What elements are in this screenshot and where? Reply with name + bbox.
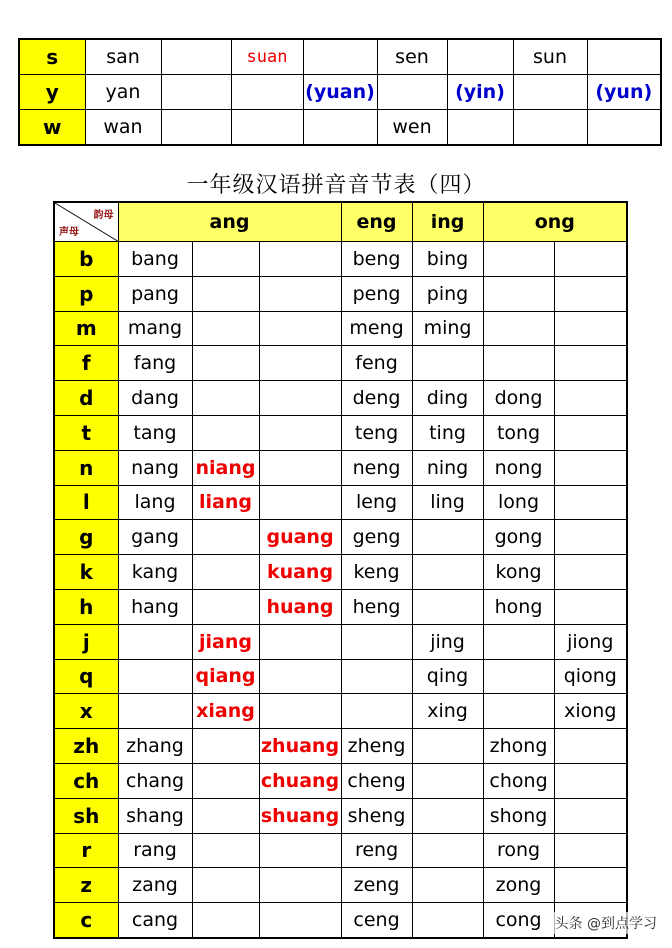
syllable-cell: cheng bbox=[341, 763, 412, 798]
table-row bbox=[54, 589, 627, 624]
initial-cell: r bbox=[54, 833, 118, 868]
table-row bbox=[54, 242, 627, 277]
syllable-cell: kong bbox=[483, 555, 554, 590]
syllable-cell: rang bbox=[118, 833, 192, 868]
syllable-cell: zeng bbox=[341, 868, 412, 903]
syllable-cell: ping bbox=[412, 276, 483, 311]
initial-cell: w bbox=[19, 110, 85, 146]
syllable-cell: guang bbox=[259, 520, 341, 555]
syllable-cell: shuang bbox=[259, 798, 341, 833]
syllable-cell bbox=[192, 311, 259, 346]
syllable-cell bbox=[259, 485, 341, 520]
syllable-cell bbox=[192, 729, 259, 764]
syllable-cell bbox=[483, 694, 554, 729]
syllable-cell bbox=[259, 903, 341, 938]
syllable-cell: leng bbox=[341, 485, 412, 520]
syllable-cell: san bbox=[85, 39, 161, 75]
syllable-cell: tang bbox=[118, 415, 192, 450]
syllable-cell bbox=[118, 694, 192, 729]
syllable-cell: bang bbox=[118, 242, 192, 277]
syllable-cell bbox=[412, 346, 483, 381]
table-row bbox=[54, 868, 627, 903]
syllable-cell bbox=[259, 381, 341, 416]
syllable-cell: pang bbox=[118, 276, 192, 311]
syllable-cell: fang bbox=[118, 346, 192, 381]
initial-cell: t bbox=[54, 415, 118, 450]
syllable-cell bbox=[483, 659, 554, 694]
syllable-cell: qing bbox=[412, 659, 483, 694]
syllable-cell: dang bbox=[118, 381, 192, 416]
syllable-cell: zhang bbox=[118, 729, 192, 764]
syllable-cell: qiang bbox=[192, 659, 259, 694]
syllable-cell: keng bbox=[341, 555, 412, 590]
initial-cell: n bbox=[54, 450, 118, 485]
syllable-cell bbox=[259, 659, 341, 694]
syllable-cell bbox=[161, 110, 231, 146]
syllable-cell bbox=[192, 763, 259, 798]
syllable-cell bbox=[259, 868, 341, 903]
syllable-cell: kuang bbox=[259, 555, 341, 590]
syllable-cell bbox=[259, 833, 341, 868]
syllable-cell bbox=[161, 75, 231, 110]
syllable-cell: sheng bbox=[341, 798, 412, 833]
syllable-cell bbox=[483, 311, 554, 346]
table-row bbox=[19, 39, 661, 75]
syllable-cell bbox=[192, 833, 259, 868]
syllable-cell: jiang bbox=[192, 624, 259, 659]
syllable-cell bbox=[483, 624, 554, 659]
initial-cell: y bbox=[19, 75, 85, 110]
syllable-cell: ming bbox=[412, 311, 483, 346]
syllable-cell bbox=[554, 276, 627, 311]
syllable-cell bbox=[483, 276, 554, 311]
syllable-cell: lang bbox=[118, 485, 192, 520]
syllable-cell bbox=[412, 555, 483, 590]
syllable-cell bbox=[118, 624, 192, 659]
syllable-cell bbox=[192, 798, 259, 833]
syllable-cell bbox=[259, 242, 341, 277]
syllable-cell: gang bbox=[118, 520, 192, 555]
syllable-cell: cang bbox=[118, 903, 192, 938]
syllable-cell: (yuan) bbox=[303, 75, 377, 110]
syllable-cell: meng bbox=[341, 311, 412, 346]
syllable-cell: heng bbox=[341, 589, 412, 624]
syllable-cell: zhong bbox=[483, 729, 554, 764]
syllable-cell bbox=[192, 415, 259, 450]
syllable-cell bbox=[192, 381, 259, 416]
syllable-cell: peng bbox=[341, 276, 412, 311]
header-eng: eng bbox=[341, 202, 412, 242]
syllable-cell bbox=[513, 110, 587, 146]
initial-cell: ch bbox=[54, 763, 118, 798]
header-row bbox=[54, 202, 627, 242]
top-syllable-table bbox=[18, 38, 662, 146]
syllable-cell bbox=[587, 39, 661, 75]
syllable-cell: teng bbox=[341, 415, 412, 450]
syllable-cell bbox=[412, 833, 483, 868]
initials-label: 声母 bbox=[59, 227, 79, 238]
syllable-cell: jiong bbox=[554, 624, 627, 659]
syllable-cell bbox=[554, 311, 627, 346]
syllable-table bbox=[53, 201, 628, 939]
syllable-cell bbox=[483, 242, 554, 277]
table-row bbox=[54, 415, 627, 450]
syllable-cell: xing bbox=[412, 694, 483, 729]
syllable-cell: zheng bbox=[341, 729, 412, 764]
syllable-cell bbox=[554, 242, 627, 277]
syllable-cell bbox=[192, 589, 259, 624]
syllable-cell: zong bbox=[483, 868, 554, 903]
initial-cell: g bbox=[54, 520, 118, 555]
syllable-cell: ceng bbox=[341, 903, 412, 938]
syllable-cell bbox=[192, 276, 259, 311]
syllable-cell: niang bbox=[192, 450, 259, 485]
syllable-cell: long bbox=[483, 485, 554, 520]
syllable-cell: chuang bbox=[259, 763, 341, 798]
initial-cell: k bbox=[54, 555, 118, 590]
initial-cell: m bbox=[54, 311, 118, 346]
syllable-cell bbox=[412, 798, 483, 833]
syllable-cell bbox=[554, 833, 627, 868]
syllable-cell bbox=[447, 110, 513, 146]
syllable-cell: gong bbox=[483, 520, 554, 555]
syllable-cell bbox=[554, 450, 627, 485]
syllable-cell: ding bbox=[412, 381, 483, 416]
watermark: 头条 @到点学习 bbox=[552, 912, 660, 934]
syllable-cell: liang bbox=[192, 485, 259, 520]
table-row bbox=[54, 520, 627, 555]
table-row bbox=[54, 659, 627, 694]
syllable-cell: huang bbox=[259, 589, 341, 624]
syllable-cell bbox=[231, 110, 303, 146]
syllable-cell bbox=[412, 520, 483, 555]
syllable-cell bbox=[554, 798, 627, 833]
table-row bbox=[54, 833, 627, 868]
table-row bbox=[54, 346, 627, 381]
syllable-cell bbox=[259, 694, 341, 729]
syllable-cell: neng bbox=[341, 450, 412, 485]
syllable-cell bbox=[447, 39, 513, 75]
initial-cell: b bbox=[54, 242, 118, 277]
page-title: 一年级汉语拼音音节表（四） bbox=[186, 173, 486, 198]
syllable-cell bbox=[554, 415, 627, 450]
syllable-cell: kang bbox=[118, 555, 192, 590]
syllable-cell: zang bbox=[118, 868, 192, 903]
syllable-cell bbox=[513, 75, 587, 110]
syllable-cell bbox=[192, 903, 259, 938]
initial-cell: sh bbox=[54, 798, 118, 833]
syllable-cell: ning bbox=[412, 450, 483, 485]
syllable-cell: dong bbox=[483, 381, 554, 416]
initial-cell: s bbox=[19, 39, 85, 75]
table-row bbox=[54, 694, 627, 729]
table-row bbox=[54, 624, 627, 659]
initial-cell: h bbox=[54, 589, 118, 624]
initial-cell: c bbox=[54, 903, 118, 938]
syllable-cell bbox=[192, 868, 259, 903]
syllable-cell bbox=[259, 346, 341, 381]
syllable-cell: yan bbox=[85, 75, 161, 110]
syllable-cell bbox=[554, 589, 627, 624]
syllable-cell: geng bbox=[341, 520, 412, 555]
initial-cell: zh bbox=[54, 729, 118, 764]
syllable-cell bbox=[341, 659, 412, 694]
syllable-cell: chang bbox=[118, 763, 192, 798]
header-ong: ong bbox=[483, 202, 627, 242]
corner-cell bbox=[54, 202, 118, 242]
syllable-cell bbox=[587, 110, 661, 146]
syllable-cell bbox=[412, 868, 483, 903]
syllable-cell bbox=[377, 75, 447, 110]
table-row bbox=[54, 276, 627, 311]
syllable-cell bbox=[554, 381, 627, 416]
syllable-cell bbox=[412, 903, 483, 938]
syllable-cell bbox=[303, 39, 377, 75]
table-row bbox=[54, 903, 627, 938]
syllable-cell bbox=[192, 555, 259, 590]
syllable-cell: shang bbox=[118, 798, 192, 833]
syllable-cell: shong bbox=[483, 798, 554, 833]
syllable-cell bbox=[259, 311, 341, 346]
initial-cell: d bbox=[54, 381, 118, 416]
syllable-cell bbox=[303, 110, 377, 146]
syllable-cell bbox=[554, 555, 627, 590]
table-row bbox=[54, 729, 627, 764]
syllable-cell bbox=[161, 39, 231, 75]
syllable-cell bbox=[259, 450, 341, 485]
syllable-cell bbox=[412, 589, 483, 624]
table-row bbox=[19, 110, 661, 146]
syllable-cell: bing bbox=[412, 242, 483, 277]
initial-cell: q bbox=[54, 659, 118, 694]
finals-label: 韵母 bbox=[93, 210, 114, 221]
syllable-cell bbox=[231, 75, 303, 110]
initial-cell: z bbox=[54, 868, 118, 903]
syllable-cell bbox=[412, 729, 483, 764]
syllable-cell bbox=[259, 624, 341, 659]
syllable-cell: feng bbox=[341, 346, 412, 381]
table-row bbox=[54, 555, 627, 590]
syllable-cell: beng bbox=[341, 242, 412, 277]
table-row bbox=[54, 381, 627, 416]
syllable-cell: cong bbox=[483, 903, 554, 938]
syllable-cell bbox=[259, 415, 341, 450]
syllable-cell: nang bbox=[118, 450, 192, 485]
table-row bbox=[54, 485, 627, 520]
syllable-cell: xiang bbox=[192, 694, 259, 729]
syllable-cell: sun bbox=[513, 39, 587, 75]
initial-cell: x bbox=[54, 694, 118, 729]
syllable-cell: (yun) bbox=[587, 75, 661, 110]
syllable-cell: ling bbox=[412, 485, 483, 520]
syllable-cell: hong bbox=[483, 589, 554, 624]
syllable-cell: mang bbox=[118, 311, 192, 346]
syllable-cell: chong bbox=[483, 763, 554, 798]
header-ing: ing bbox=[412, 202, 483, 242]
header-ang: ang bbox=[118, 202, 341, 242]
syllable-cell: jing bbox=[412, 624, 483, 659]
syllable-cell: deng bbox=[341, 381, 412, 416]
syllable-cell bbox=[554, 485, 627, 520]
syllable-cell bbox=[341, 624, 412, 659]
initial-cell: l bbox=[54, 485, 118, 520]
syllable-cell: sen bbox=[377, 39, 447, 75]
table-row bbox=[19, 75, 661, 110]
table-row bbox=[54, 798, 627, 833]
syllable-cell bbox=[554, 346, 627, 381]
syllable-cell bbox=[259, 276, 341, 311]
syllable-cell: rong bbox=[483, 833, 554, 868]
table-row bbox=[54, 763, 627, 798]
syllable-cell: qiong bbox=[554, 659, 627, 694]
table-row bbox=[54, 450, 627, 485]
syllable-cell bbox=[118, 659, 192, 694]
syllable-cell bbox=[554, 868, 627, 903]
syllable-cell: reng bbox=[341, 833, 412, 868]
syllable-cell bbox=[192, 346, 259, 381]
syllable-cell: nong bbox=[483, 450, 554, 485]
initial-cell: p bbox=[54, 276, 118, 311]
syllable-cell: wen bbox=[377, 110, 447, 146]
syllable-cell bbox=[341, 694, 412, 729]
syllable-cell bbox=[192, 242, 259, 277]
initial-cell: f bbox=[54, 346, 118, 381]
syllable-cell bbox=[412, 763, 483, 798]
table-row bbox=[54, 311, 627, 346]
syllable-cell bbox=[554, 520, 627, 555]
syllable-cell bbox=[192, 520, 259, 555]
syllable-cell: suan bbox=[231, 39, 303, 75]
syllable-cell: ting bbox=[412, 415, 483, 450]
syllable-cell: tong bbox=[483, 415, 554, 450]
syllable-cell: wan bbox=[85, 110, 161, 146]
syllable-cell bbox=[554, 729, 627, 764]
syllable-cell bbox=[483, 346, 554, 381]
syllable-cell bbox=[554, 763, 627, 798]
syllable-cell: hang bbox=[118, 589, 192, 624]
syllable-cell: (yin) bbox=[447, 75, 513, 110]
syllable-cell: xiong bbox=[554, 694, 627, 729]
syllable-cell: zhuang bbox=[259, 729, 341, 764]
initial-cell: j bbox=[54, 624, 118, 659]
